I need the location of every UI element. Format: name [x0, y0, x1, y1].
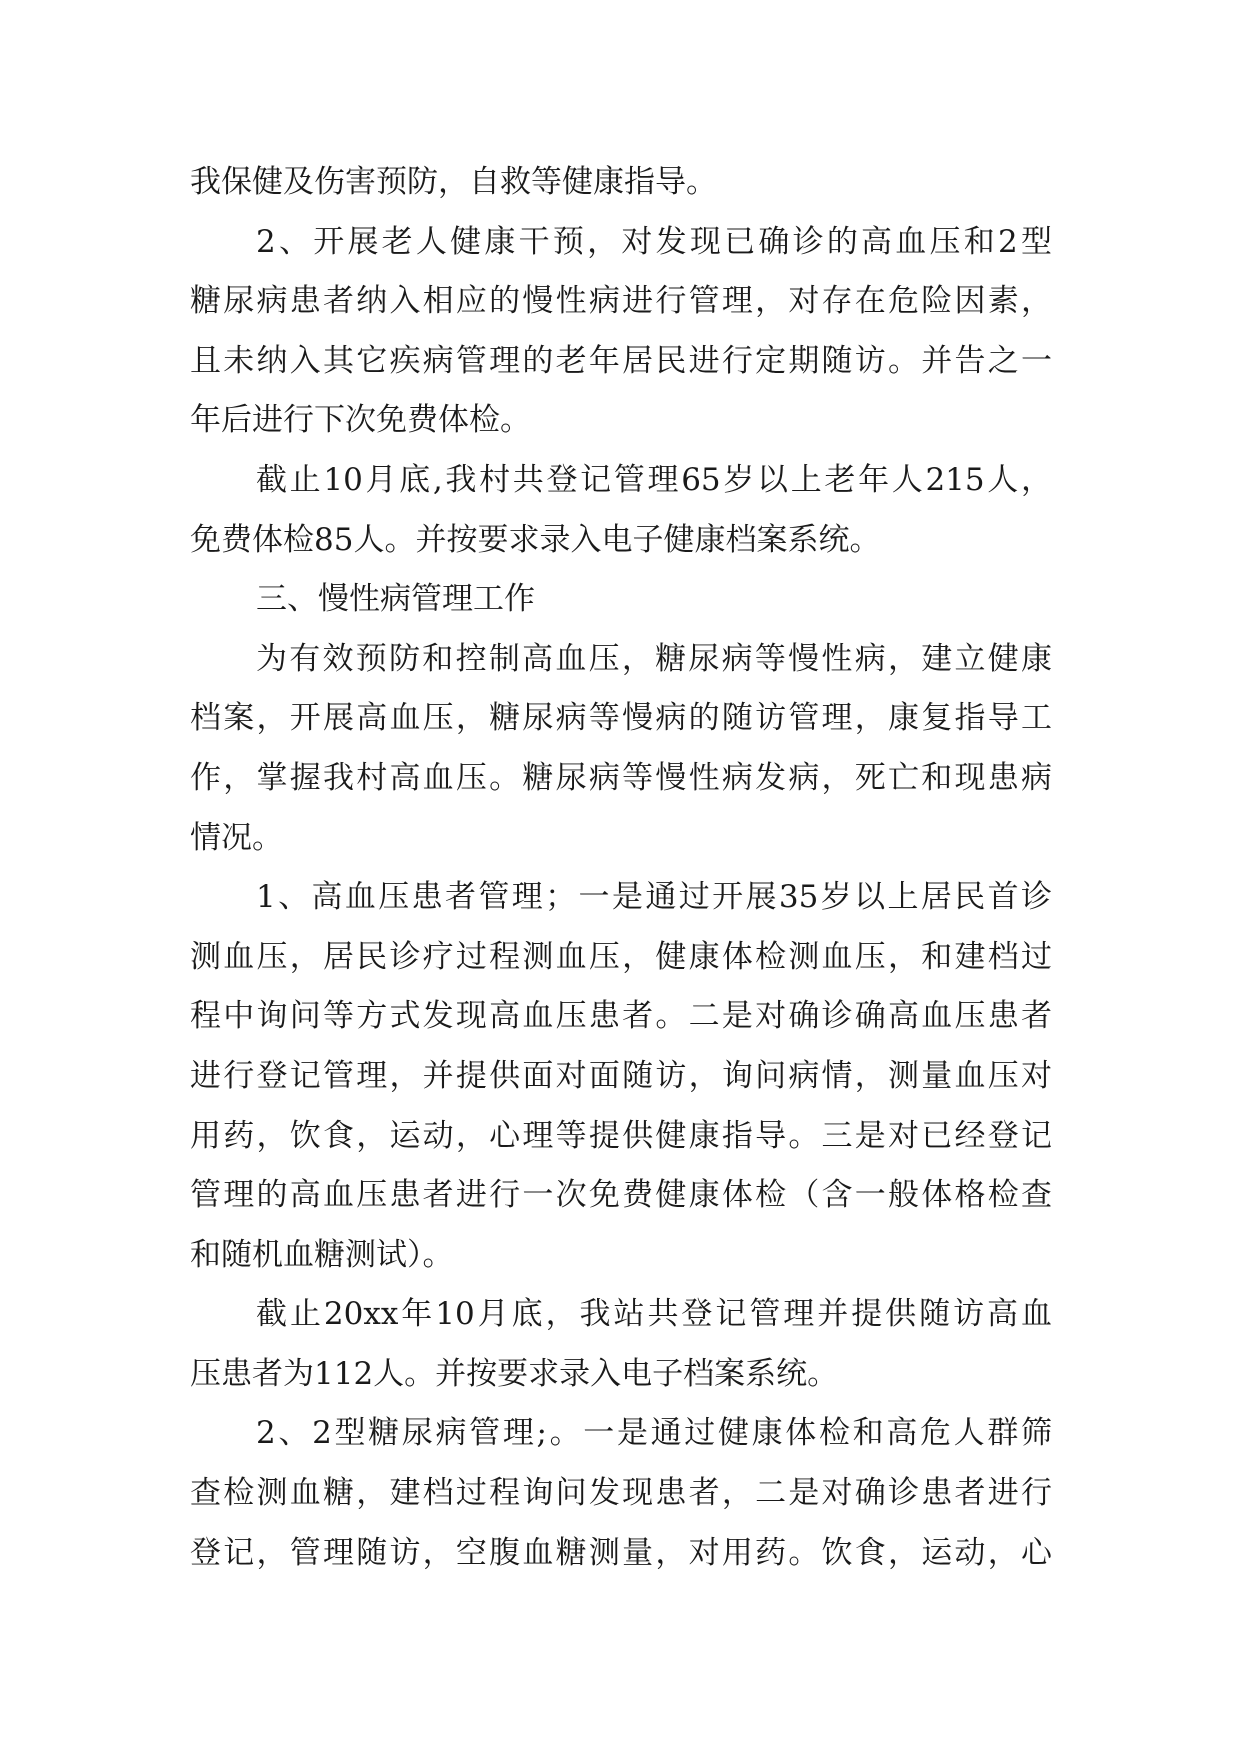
text-line: 糖尿病患者纳入相应的慢性病进行管理，对存在危险因素， [190, 283, 1052, 320]
text-line: 2、2型糖尿病管理;。一是通过健康体检和高危人群筛 [256, 1415, 1052, 1452]
text-line: 用药，饮食，运动，心理等提供健康指导。三是对已经登记 [190, 1117, 1052, 1154]
text-line: 压患者为112人。并按要求录入电子档案系统。 [190, 1355, 839, 1392]
text-line: 作，掌握我村高血压。糖尿病等慢性病发病，死亡和现患病 [190, 759, 1052, 796]
text-line: 我保健及伤害预防，自救等健康指导。 [190, 164, 717, 200]
text-line: 情况。 [190, 819, 283, 856]
text-line: 为有效预防和控制高血压，糖尿病等慢性病，建立健康 [256, 640, 1052, 677]
text-line: 免费体检85人。并按要求录入电子健康档案系统。 [190, 521, 881, 558]
text-line: 且未纳入其它疾病管理的老年居民进行定期随访。并告之一 [190, 342, 1052, 379]
text-line: 三、慢性病管理工作 [256, 581, 535, 618]
text-line: 管理的高血压患者进行一次免费健康体检（含一般体格检查 [190, 1177, 1052, 1214]
text-line: 登记，管理随访，空腹血糖测量，对用药。饮食，运动，心 [190, 1534, 1052, 1571]
text-line: 程中询问等方式发现高血压患者。二是对确诊确高血压患者 [190, 998, 1052, 1035]
text-line: 年后进行下次免费体检。 [190, 402, 531, 439]
document-body [190, 153, 1052, 1583]
text-line: 查检测血糖，建档过程询问发现患者，二是对确诊患者进行 [190, 1475, 1052, 1512]
text-line: 1、高血压患者管理；一是通过开展35岁以上居民首诊 [256, 879, 1052, 916]
text-line: 截止20xx年10月底，我站共登记管理并提供随访高血 [256, 1296, 1052, 1333]
text-line: 测血压，居民诊疗过程测血压，健康体检测血压，和建档过 [190, 938, 1052, 975]
text-line: 档案，开展高血压，糖尿病等慢病的随访管理，康复指导工 [190, 700, 1052, 737]
text-line: 进行登记管理，并提供面对面随访，询问病情，测量血压对 [190, 1057, 1052, 1094]
text-line: 和随机血糖测试）。 [190, 1236, 454, 1273]
text-line: 截止10月底,我村共登记管理65岁以上老年人215人， [256, 461, 1052, 498]
text-line: 2、开展老人健康干预，对发现已确诊的高血压和2型 [256, 223, 1052, 260]
